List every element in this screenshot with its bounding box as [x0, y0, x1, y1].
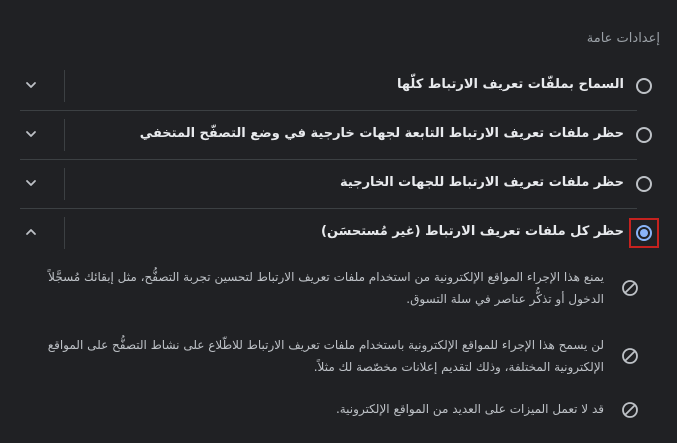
collapse-button[interactable]: [20, 221, 42, 243]
chevron-down-icon: [24, 127, 38, 141]
block-icon: [620, 278, 640, 298]
radio-block-all[interactable]: [631, 220, 657, 246]
option-label: حظر ملفات تعريف الارتباط للجهات الخارجية: [340, 175, 624, 190]
radio-allow-all[interactable]: [631, 73, 657, 99]
radio-button-icon: [636, 127, 652, 143]
radio-button-icon: [636, 176, 652, 192]
detail-text: قد لا تعمل الميزات على العديد من المواقع الإلكترونية.: [335, 402, 604, 416]
radio-block-third-party-incognito[interactable]: [631, 122, 657, 148]
cookie-option-allow-all[interactable]: [20, 61, 657, 110]
vertical-separator: [64, 168, 65, 200]
radio-button-icon: [636, 78, 652, 94]
cookie-option-block-third-party-incognito[interactable]: [20, 110, 657, 159]
option-label: حظر ملفات تعريف الارتباط التابعة لجهات خارجية في وضع التصفّح المتخفي: [139, 126, 624, 141]
block-icon: [620, 346, 640, 366]
block-icon: [620, 400, 640, 420]
expand-button[interactable]: [20, 123, 42, 145]
vertical-separator: [64, 119, 65, 151]
radio-button-checked-icon: [636, 225, 652, 241]
radio-block-third-party[interactable]: [631, 171, 657, 197]
expand-button[interactable]: [20, 172, 42, 194]
vertical-separator: [64, 70, 65, 102]
expand-button[interactable]: [20, 74, 42, 96]
chevron-down-icon: [24, 176, 38, 190]
detail-text: يمنع هذا الإجراء المواقع الإلكترونية من استخدام ملفات تعريف الارتباط لتحسين تجربة التصفُّح، مثل إبقائك مُسجَّلاً الدخول أو تذكُّر عناصر في سلة التسوق.: [48, 270, 604, 306]
option-label: السماح بملفّات تعريف الارتباط كلّها: [396, 77, 624, 92]
chevron-up-icon: [24, 225, 38, 239]
section-title: إعدادات عامة: [586, 31, 660, 46]
cookie-option-block-third-party[interactable]: [20, 159, 657, 208]
cookie-option-block-all[interactable]: [20, 208, 657, 257]
vertical-separator: [64, 217, 65, 249]
detail-text: لن يسمح هذا الإجراء للمواقع الإلكترونية باستخدام ملفات تعريف الارتباط للاطّلاع على نشاط التصفُّح على المواقع الإلكترونية المختلفة، وذلك لتقديم إعلانات مخصّصة لك مثلاً.: [47, 338, 604, 374]
chevron-down-icon: [24, 78, 38, 92]
option-label: حظر كل ملفات تعريف الارتباط (غير مُستحسَن): [321, 224, 624, 239]
